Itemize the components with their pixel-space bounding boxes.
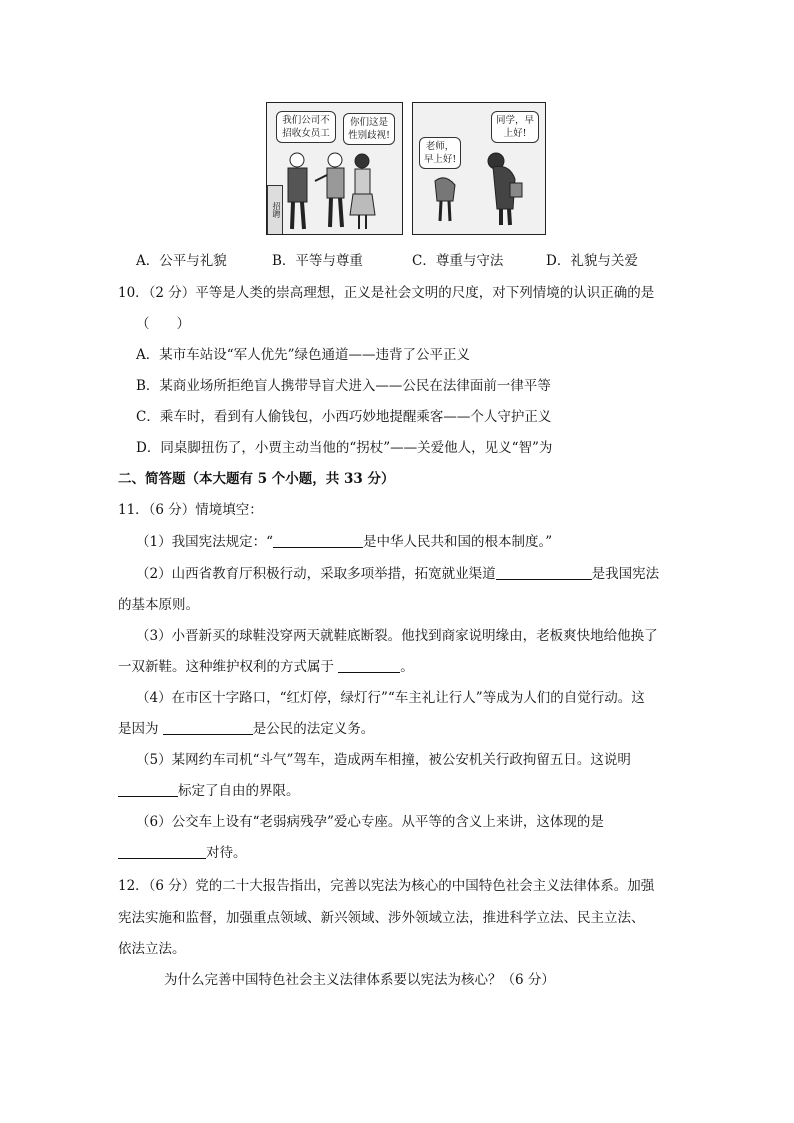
q11-part2-post: 是我国宪法 <box>591 566 660 582</box>
answer-blank-4[interactable] <box>163 720 253 735</box>
q10-option-d: D．同桌脚扭伤了，小贾主动当他的“拐杖”——关爱他人，见义“智”为 <box>136 440 553 456</box>
speech-bubble-student: 老师，早上好! <box>419 137 461 169</box>
q9-option-b: B．平等与尊重 <box>272 253 363 269</box>
comic-figures-left <box>267 103 402 234</box>
answer-blank-3[interactable] <box>338 658 400 673</box>
answer-blank-1[interactable] <box>273 533 363 548</box>
q11-part2-cont: 的基本原则。 <box>118 597 199 613</box>
speech-bubble-employer: 我们公司不招收女员工 <box>276 111 336 143</box>
answer-blank-6[interactable] <box>118 844 206 859</box>
q11-part6-post: 对待。 <box>206 845 247 861</box>
q11-part4-line1: （4）在市区十字路口，“红灯停，绿灯行”“车主礼让行人”等成为人们的自觉行动。这 <box>136 690 645 706</box>
q11-part3-line2 <box>118 655 414 675</box>
answer-blank-2[interactable] <box>496 565 592 580</box>
q11-part6-line1: （6）公交车上设有“老弱病残孕”爱心专座。从平等的含义上来讲，这体现的是 <box>136 814 604 830</box>
answer-blank-5[interactable] <box>118 782 178 797</box>
speech-bubble-teacher: 同学，早上好! <box>491 111 539 143</box>
q11-part4-post: 是公民的法定义务。 <box>252 721 375 737</box>
q10-option-c: C．乘车时，看到有人偷钱包，小西巧妙地提醒乘客——个人守护正义 <box>136 409 552 425</box>
speech-bubble-applicant: 你们这是性别歧视! <box>343 113 395 145</box>
q11-part5-post: 标定了自由的界限。 <box>178 783 300 799</box>
q11-part3-pre: 一双新鞋。这种维护权利的方式属于 <box>118 659 334 675</box>
q11-part3-post: 。 <box>400 659 414 675</box>
comic-panel-left <box>266 102 403 235</box>
comic-figures-right <box>413 103 545 234</box>
q12-line1: 12．（6 分）党的二十大报告指出，完善以宪法为核心的中国特色社会主义法律体系。加强 <box>118 878 655 894</box>
q11-part4-pre: 是因为 <box>118 721 159 737</box>
section-heading: 二、简答题（本大题有 5 个小题，共 33 分） <box>118 471 395 487</box>
q10-stem: 10．（2 分）平等是人类的崇高理想，正义是社会文明的尺度，对下列情境的认识正确的是 <box>118 285 655 301</box>
q12-question: 为什么完善中国特色社会主义法律体系要以宪法为核心？（6 分） <box>164 972 555 988</box>
q11-part1-post: 是中华人民共和国的根本制度。” <box>363 534 553 550</box>
q11-part1 <box>136 530 552 550</box>
q12-line2: 宪法实施和监督，加强重点领域、新兴领域、涉外领域立法，推进科学立法、民主立法、 <box>118 910 645 926</box>
recruitment-sign: 招聘 <box>267 185 283 235</box>
q9-option-a: A．公平与礼貌 <box>136 253 227 269</box>
q11-part2-pre: （2）山西省教育厅积极行动，采取多项举措，拓宽就业渠道 <box>136 566 496 582</box>
q9-option-d: D．礼貌与关爱 <box>546 253 638 269</box>
q11-part2 <box>136 562 659 582</box>
q9-option-c: C．尊重与守法 <box>412 253 504 269</box>
q11-stem: 11．（6 分）情境填空： <box>118 502 263 518</box>
q11-part5-line1: （5）某网约车司机“斗气”驾车，造成两车相撞，被公安机关行政拘留五日。这说明 <box>136 752 631 768</box>
q11-part3-line1: （3）小晋新买的球鞋没穿两天就鞋底断裂。他找到商家说明缘由，老板爽快地给他换了 <box>136 628 658 644</box>
q11-part6-line2 <box>118 841 247 861</box>
q11-part4-line2 <box>118 717 374 737</box>
comic-panel-right <box>412 102 546 235</box>
q11-part5-line2 <box>118 779 300 799</box>
q10-option-a: A．某市车站设“军人优先”绿色通道——违背了公平正义 <box>136 347 471 363</box>
q10-option-b: B．某商业场所拒绝盲人携带导盲犬进入——公民在法律面前一律平等 <box>136 378 551 394</box>
q11-part1-pre: （1）我国宪法规定：“ <box>136 534 273 550</box>
q12-line3: 依法立法。 <box>118 941 186 957</box>
q10-answer-paren: （ ） <box>136 316 190 332</box>
